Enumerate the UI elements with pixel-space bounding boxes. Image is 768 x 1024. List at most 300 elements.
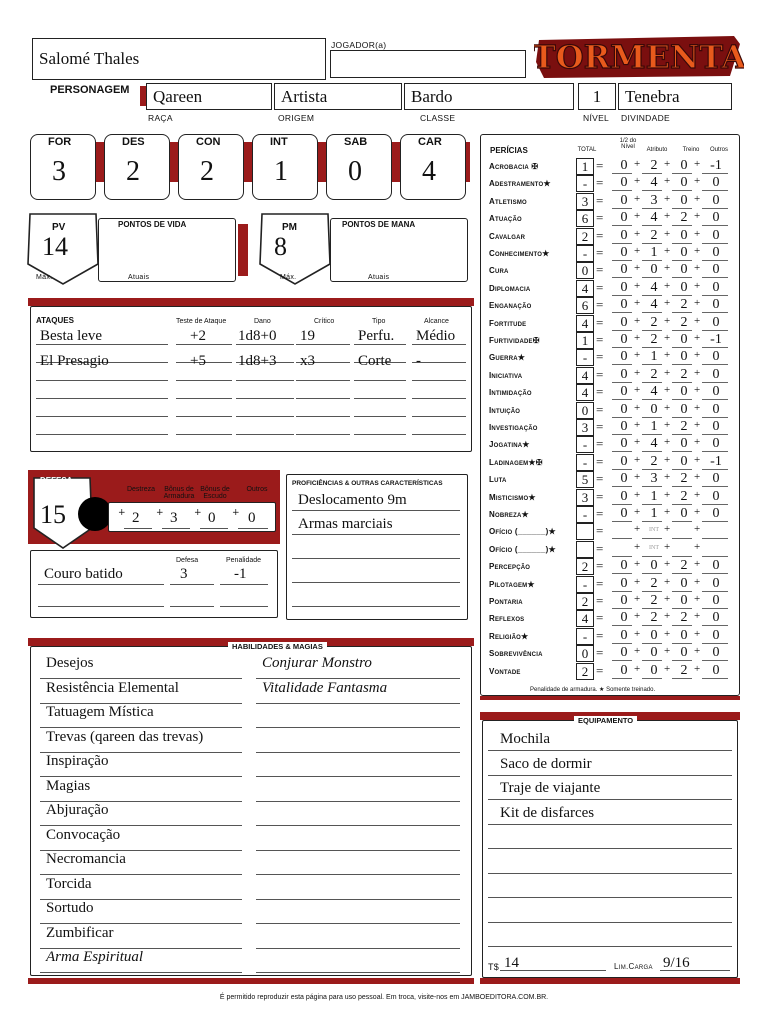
skill-attr[interactable]: INT <box>649 527 659 534</box>
skill-equals: = <box>596 627 604 643</box>
load-value[interactable]: 9/16 <box>663 955 690 971</box>
skill-row <box>486 262 736 279</box>
skill-half[interactable]: 0 <box>620 506 628 521</box>
skill-plus: + <box>664 436 671 449</box>
skill-other[interactable]: 0 <box>712 175 720 191</box>
skill-train[interactable]: 0 <box>680 401 688 417</box>
equipment-item[interactable]: Mochila <box>500 731 550 747</box>
attack-range[interactable]: Médio <box>416 328 456 344</box>
equipment-item[interactable]: Saco de dormir <box>500 755 592 772</box>
ability-item[interactable]: Convocação <box>46 826 121 843</box>
skill-total[interactable]: 5 <box>576 471 594 488</box>
attack-critical[interactable]: 19 <box>300 328 315 344</box>
skill-half[interactable]: 0 <box>620 262 628 278</box>
skill-total[interactable]: 0 <box>576 402 594 419</box>
skill-plus: + <box>694 175 701 188</box>
skill-train[interactable]: 0 <box>680 575 688 591</box>
skill-header: TOTAL <box>577 147 597 153</box>
skill-plus: + <box>694 384 701 397</box>
skill-total[interactable]: 3 <box>576 419 594 436</box>
skill-train[interactable]: 0 <box>680 262 688 278</box>
skill-attr[interactable]: 0 <box>650 262 658 278</box>
skill-name: Pontaria <box>489 597 523 606</box>
skill-line <box>672 678 692 679</box>
skill-row <box>486 228 736 245</box>
skill-plus: + <box>634 645 641 658</box>
skill-train[interactable]: 2 <box>680 558 688 574</box>
skill-attr[interactable]: 4 <box>650 279 658 295</box>
skill-line <box>642 312 662 313</box>
skill-name: Intuição <box>489 405 521 415</box>
skill-other[interactable]: 0 <box>712 419 720 434</box>
skill-row <box>486 489 736 506</box>
skill-total[interactable]: 4 <box>576 367 594 384</box>
skill-attr[interactable]: 1 <box>650 349 658 365</box>
defense-armor[interactable]: 3 <box>170 510 178 526</box>
skill-total[interactable] <box>576 523 594 540</box>
skill-other[interactable]: 0 <box>712 245 720 260</box>
level-field[interactable]: 1 <box>578 83 616 110</box>
skill-train[interactable]: 0 <box>680 593 688 608</box>
attack-range[interactable]: - <box>416 353 421 369</box>
skill-total[interactable] <box>576 541 594 558</box>
skill-train[interactable]: 0 <box>680 192 688 208</box>
logo-text: TORMENTA <box>534 38 744 76</box>
skill-name: Nobreza★ <box>489 510 529 519</box>
attribute-value[interactable]: 2 <box>126 156 140 187</box>
skill-plus: + <box>664 575 671 588</box>
skill-equals: = <box>596 245 604 260</box>
skill-line <box>612 625 632 626</box>
skill-equals: = <box>596 314 604 330</box>
skill-train[interactable]: 2 <box>680 210 688 226</box>
attribute-label: SAB <box>344 136 368 148</box>
skill-row <box>486 436 736 453</box>
skill-other[interactable]: 0 <box>712 349 720 365</box>
ability-line <box>256 703 460 704</box>
skill-train[interactable]: 2 <box>680 419 688 434</box>
skill-total[interactable]: - <box>576 175 594 192</box>
proficiency-line <box>292 510 460 511</box>
skill-plus: + <box>634 314 641 327</box>
skill-train[interactable]: 0 <box>680 332 688 347</box>
skill-half[interactable]: 0 <box>620 645 628 661</box>
skill-other[interactable]: 0 <box>712 593 720 608</box>
attribute-value[interactable]: 4 <box>422 156 436 187</box>
ability-line <box>256 899 460 900</box>
skill-half[interactable]: 0 <box>620 192 628 208</box>
skill-attr[interactable]: 2 <box>650 314 658 330</box>
attribute-value[interactable]: 2 <box>200 156 214 187</box>
skill-half[interactable]: 0 <box>620 384 628 400</box>
defense-other[interactable]: 0 <box>248 510 256 526</box>
skill-attr[interactable]: 0 <box>650 401 658 417</box>
skill-other[interactable]: 0 <box>712 384 720 400</box>
skill-half[interactable]: 0 <box>620 419 628 434</box>
skill-attr[interactable]: 0 <box>650 558 658 574</box>
equipment-line <box>488 922 732 923</box>
skill-total[interactable]: - <box>576 506 594 523</box>
skill-attr[interactable]: 4 <box>650 175 658 191</box>
attack-name[interactable]: El Presagio <box>40 353 109 369</box>
skill-line <box>672 504 692 505</box>
skill-attr[interactable]: 0 <box>650 627 658 643</box>
skill-train[interactable]: 0 <box>680 158 688 173</box>
skill-train[interactable]: 0 <box>680 436 688 452</box>
class-field[interactable]: Bardo <box>404 83 574 110</box>
origin-label: ORIGEM <box>278 113 315 123</box>
skill-attr[interactable]: 2 <box>650 227 658 243</box>
skill-total[interactable]: 4 <box>576 384 594 401</box>
skill-half[interactable]: 0 <box>620 210 628 226</box>
ability-item[interactable]: Tatuagem Mística <box>46 704 154 720</box>
skill-plus: + <box>634 262 641 275</box>
skill-attr[interactable]: 3 <box>650 471 658 487</box>
skill-line <box>612 591 632 592</box>
skill-other[interactable]: 0 <box>712 227 720 243</box>
skill-half[interactable]: 0 <box>620 349 628 365</box>
attack-line <box>236 416 294 417</box>
skill-half[interactable]: 0 <box>620 366 628 382</box>
skill-attr[interactable]: 4 <box>650 436 658 452</box>
skill-half[interactable]: 0 <box>620 453 628 469</box>
ability-item[interactable]: Sortudo <box>46 900 94 916</box>
skill-total[interactable]: 3 <box>576 193 594 210</box>
attribute-value[interactable]: 0 <box>348 156 362 187</box>
attack-line <box>36 434 168 435</box>
skill-other[interactable]: 0 <box>712 192 720 208</box>
skill-plus: + <box>634 540 641 553</box>
skill-total[interactable]: - <box>576 628 594 645</box>
skill-equals: = <box>596 297 604 313</box>
skill-line <box>702 208 728 209</box>
attack-test[interactable]: +2 <box>190 328 206 344</box>
skill-train[interactable]: 2 <box>680 610 688 626</box>
skill-half[interactable]: 0 <box>620 314 628 330</box>
skill-train[interactable]: 0 <box>680 245 688 260</box>
skill-other[interactable]: 0 <box>712 366 720 382</box>
skill-line <box>642 521 662 522</box>
skill-half[interactable]: 0 <box>620 558 628 574</box>
ability-item[interactable]: Necromancia <box>46 851 126 867</box>
skill-name: Reflexos <box>489 614 525 624</box>
skill-line <box>672 243 692 244</box>
ability-item[interactable]: Abjuração <box>46 802 109 818</box>
skill-plus: + <box>694 279 701 292</box>
skill-total[interactable]: 2 <box>576 663 594 680</box>
equipment-item[interactable]: Kit de disfarces <box>500 804 595 821</box>
skill-attr[interactable]: 4 <box>650 297 658 313</box>
skill-equals: = <box>596 593 604 608</box>
skill-row <box>486 593 736 610</box>
skill-plus: + <box>694 245 701 257</box>
skill-total[interactable]: 2 <box>576 558 594 575</box>
skill-plus: + <box>694 297 701 310</box>
skill-other[interactable]: 0 <box>712 436 720 452</box>
skill-attr[interactable]: 2 <box>650 366 658 382</box>
skill-train[interactable]: 2 <box>680 471 688 487</box>
armor-name[interactable]: Couro batido <box>44 566 123 582</box>
character-name-field[interactable]: Salomé Thales <box>32 38 326 80</box>
skill-train[interactable]: 0 <box>680 384 688 400</box>
skill-plus: + <box>664 488 671 501</box>
skill-half[interactable]: 0 <box>620 471 628 487</box>
skill-total[interactable]: 2 <box>576 593 594 610</box>
ability-item[interactable]: Magias <box>46 777 91 794</box>
skill-total[interactable]: 0 <box>576 645 594 662</box>
skill-half[interactable]: 0 <box>620 279 628 295</box>
skill-total[interactable]: 6 <box>576 297 594 314</box>
attribute-value[interactable]: 1 <box>274 156 288 187</box>
origin-field[interactable]: Artista <box>274 83 402 110</box>
proficiency-item[interactable]: Deslocamento 9m <box>298 492 407 508</box>
skill-train[interactable]: 2 <box>680 314 688 330</box>
skill-train[interactable]: 2 <box>680 297 688 313</box>
equipment-item[interactable]: Traje de viajante <box>500 780 601 796</box>
skill-equals: = <box>596 192 604 208</box>
skill-other[interactable]: 0 <box>712 210 720 226</box>
skill-attr[interactable]: 1 <box>650 419 658 434</box>
ability-item[interactable]: Resistência Elemental <box>46 679 179 696</box>
skill-attr[interactable]: 3 <box>650 192 658 208</box>
skill-line <box>612 225 632 226</box>
skill-plus: + <box>664 558 671 571</box>
defense-value[interactable]: 15 <box>40 500 66 529</box>
skill-line <box>612 469 632 470</box>
skill-train[interactable]: 0 <box>680 175 688 191</box>
skill-line <box>672 260 692 261</box>
skill-line <box>612 521 632 522</box>
level-label: NÍVEL <box>583 113 610 123</box>
ability-line <box>256 825 460 826</box>
ability-item[interactable]: Zumbificar <box>46 924 114 941</box>
skill-plus: + <box>664 662 671 675</box>
ability-item[interactable]: Inspiração <box>46 753 109 769</box>
skill-attr[interactable]: 2 <box>650 332 658 347</box>
skill-total[interactable]: 4 <box>576 610 594 627</box>
skill-line <box>642 260 662 261</box>
skill-total[interactable]: 1 <box>576 158 594 175</box>
skill-plus: + <box>664 349 671 362</box>
skill-half[interactable]: 0 <box>620 488 628 504</box>
skill-plus: + <box>634 627 641 640</box>
skill-other[interactable]: 0 <box>712 558 720 574</box>
skill-other[interactable]: 0 <box>712 314 720 330</box>
skill-half[interactable]: 0 <box>620 610 628 626</box>
skill-train[interactable]: 0 <box>680 349 688 365</box>
attribute-value[interactable]: 3 <box>52 156 66 187</box>
skill-half[interactable]: 0 <box>620 436 628 452</box>
skill-other[interactable]: 0 <box>712 610 720 626</box>
skill-plus: + <box>634 245 641 257</box>
skill-attr[interactable]: 1 <box>650 245 658 260</box>
skill-other[interactable]: 0 <box>712 645 720 661</box>
attack-type[interactable]: Corte <box>358 353 392 369</box>
skill-line <box>672 608 692 609</box>
skill-other[interactable]: -1 <box>710 332 722 347</box>
pv-value[interactable]: 14 <box>42 232 68 261</box>
skill-name: Conhecimento★ <box>489 249 550 258</box>
skill-half[interactable]: 0 <box>620 332 628 347</box>
skill-other[interactable]: 0 <box>712 488 720 504</box>
armor-def-label: Defesa <box>176 557 199 564</box>
skill-equals: = <box>596 436 604 452</box>
skill-line <box>642 225 662 226</box>
class-label: CLASSE <box>420 113 456 123</box>
ability-line <box>256 923 460 924</box>
skill-total[interactable]: 4 <box>576 280 594 297</box>
race-field[interactable]: Qareen <box>146 83 272 110</box>
deity-field[interactable]: Tenebra <box>618 83 732 110</box>
skill-attr[interactable]: 4 <box>650 384 658 400</box>
skill-equals: = <box>596 471 604 487</box>
skill-train[interactable]: 2 <box>680 488 688 504</box>
skill-train[interactable]: 0 <box>680 227 688 243</box>
skill-attr[interactable]: 2 <box>650 593 658 608</box>
skill-line <box>612 486 632 487</box>
skill-name: Ofício (______)★ <box>489 527 556 537</box>
skill-line <box>642 556 662 557</box>
skill-other[interactable]: 0 <box>712 575 720 591</box>
attack-damage[interactable]: 1d8+3 <box>238 353 277 369</box>
ability-item[interactable]: Conjurar Monstro <box>262 655 372 671</box>
skill-attr[interactable]: 2 <box>650 453 658 469</box>
skill-train[interactable]: 0 <box>680 279 688 295</box>
attack-line <box>236 380 294 381</box>
skill-half[interactable]: 0 <box>620 175 628 191</box>
skill-attr[interactable]: 4 <box>650 210 658 226</box>
attack-damage[interactable]: 1d8+0 <box>238 328 277 344</box>
ability-item[interactable]: Torcida <box>46 875 92 892</box>
skill-half[interactable]: 0 <box>620 245 628 260</box>
skill-equals: = <box>596 262 604 278</box>
skill-total[interactable]: 4 <box>576 315 594 332</box>
skill-line <box>702 347 728 348</box>
ability-item[interactable]: Desejos <box>46 655 94 671</box>
skill-half[interactable]: 0 <box>620 158 628 173</box>
armor-def[interactable]: 3 <box>180 566 188 582</box>
skill-plus: + <box>694 436 701 449</box>
attack-line <box>236 434 294 435</box>
skill-total[interactable]: - <box>576 349 594 366</box>
attack-critical[interactable]: x3 <box>300 353 315 369</box>
proficiency-item[interactable]: Armas marciais <box>298 516 393 532</box>
attack-test[interactable]: +5 <box>190 353 206 369</box>
skill-name: Jogatina★ <box>489 440 530 450</box>
skill-other[interactable]: 0 <box>712 262 720 278</box>
skill-other[interactable]: -1 <box>710 158 722 173</box>
skill-total[interactable]: 0 <box>576 262 594 279</box>
attack-name[interactable]: Besta leve <box>40 328 103 344</box>
player-field[interactable] <box>330 50 526 78</box>
skill-total[interactable]: - <box>576 245 594 262</box>
ability-item[interactable]: Trevas (qareen das trevas) <box>46 728 204 745</box>
skill-train[interactable]: 2 <box>680 662 688 678</box>
skill-train[interactable]: 0 <box>680 645 688 661</box>
skill-attr[interactable]: 2 <box>650 158 658 173</box>
skill-line <box>612 208 632 209</box>
pm-label: PM <box>282 222 297 233</box>
skill-plus: + <box>634 297 641 310</box>
skill-attr[interactable]: 1 <box>650 506 658 521</box>
skill-line <box>642 277 662 278</box>
skill-total[interactable]: 2 <box>576 228 594 245</box>
pm-max-label: Máx. <box>280 274 297 281</box>
skill-plus: + <box>694 158 701 170</box>
skill-plus: + <box>664 401 671 414</box>
skill-half[interactable]: 0 <box>620 575 628 591</box>
skill-total[interactable]: 3 <box>576 489 594 506</box>
attack-line <box>354 416 406 417</box>
armor-pen[interactable]: -1 <box>234 566 247 582</box>
ts-value[interactable]: 14 <box>504 955 519 971</box>
skill-other[interactable]: 0 <box>712 297 720 313</box>
skill-half[interactable]: 0 <box>620 593 628 608</box>
attack-type[interactable]: Perfu. <box>358 328 395 344</box>
skill-line <box>702 277 728 278</box>
skill-total[interactable]: 1 <box>576 332 594 349</box>
skill-attr[interactable]: INT <box>649 544 659 551</box>
attribute-label: DES <box>122 136 145 148</box>
ability-item[interactable]: Arma Espiritual <box>46 949 144 965</box>
skill-plus: + <box>634 175 641 188</box>
attribute-label: CAR <box>418 136 442 148</box>
skill-other[interactable]: 0 <box>712 401 720 417</box>
skill-train[interactable]: 0 <box>680 453 688 469</box>
pm-value[interactable]: 8 <box>274 232 287 261</box>
skill-other[interactable]: 0 <box>712 662 720 678</box>
skill-train[interactable]: 0 <box>680 627 688 643</box>
skill-other[interactable]: 0 <box>712 627 720 643</box>
skill-half[interactable]: 0 <box>620 297 628 313</box>
skill-half[interactable]: 0 <box>620 227 628 243</box>
skill-attr[interactable]: 2 <box>650 610 658 626</box>
skill-other[interactable]: -1 <box>710 453 722 469</box>
skill-line <box>672 521 692 522</box>
skill-name: Atuação <box>489 214 522 224</box>
skill-line <box>612 382 632 383</box>
skill-train[interactable]: 0 <box>680 506 688 521</box>
skill-half[interactable]: 0 <box>620 627 628 643</box>
skill-attr[interactable]: 2 <box>650 575 658 591</box>
skill-half[interactable]: 0 <box>620 662 628 678</box>
skill-half[interactable]: 0 <box>620 401 628 417</box>
ability-line <box>256 874 460 875</box>
skill-total[interactable]: - <box>576 576 594 593</box>
ability-line <box>40 972 242 973</box>
skill-train[interactable]: 2 <box>680 366 688 382</box>
defense-shield-bonus[interactable]: 0 <box>208 510 216 526</box>
skill-plus: + <box>664 297 671 310</box>
defense-dex[interactable]: 2 <box>132 510 140 526</box>
skill-attr[interactable]: 0 <box>650 662 658 678</box>
ability-item[interactable]: Vitalidade Fantasma <box>262 679 388 696</box>
skill-attr[interactable]: 0 <box>650 645 658 661</box>
skill-line <box>642 538 662 539</box>
skill-other[interactable]: 0 <box>712 506 720 521</box>
skill-other[interactable]: 0 <box>712 279 720 295</box>
skill-total[interactable]: - <box>576 454 594 471</box>
skill-plus: + <box>694 627 701 640</box>
skill-plus: + <box>634 575 641 588</box>
skill-total[interactable]: - <box>576 436 594 453</box>
skill-row <box>486 628 736 645</box>
skill-line <box>702 173 728 174</box>
skill-attr[interactable]: 1 <box>650 488 658 504</box>
skill-other[interactable]: 0 <box>712 471 720 487</box>
skill-line <box>702 538 728 539</box>
skill-total[interactable]: 6 <box>576 210 594 227</box>
